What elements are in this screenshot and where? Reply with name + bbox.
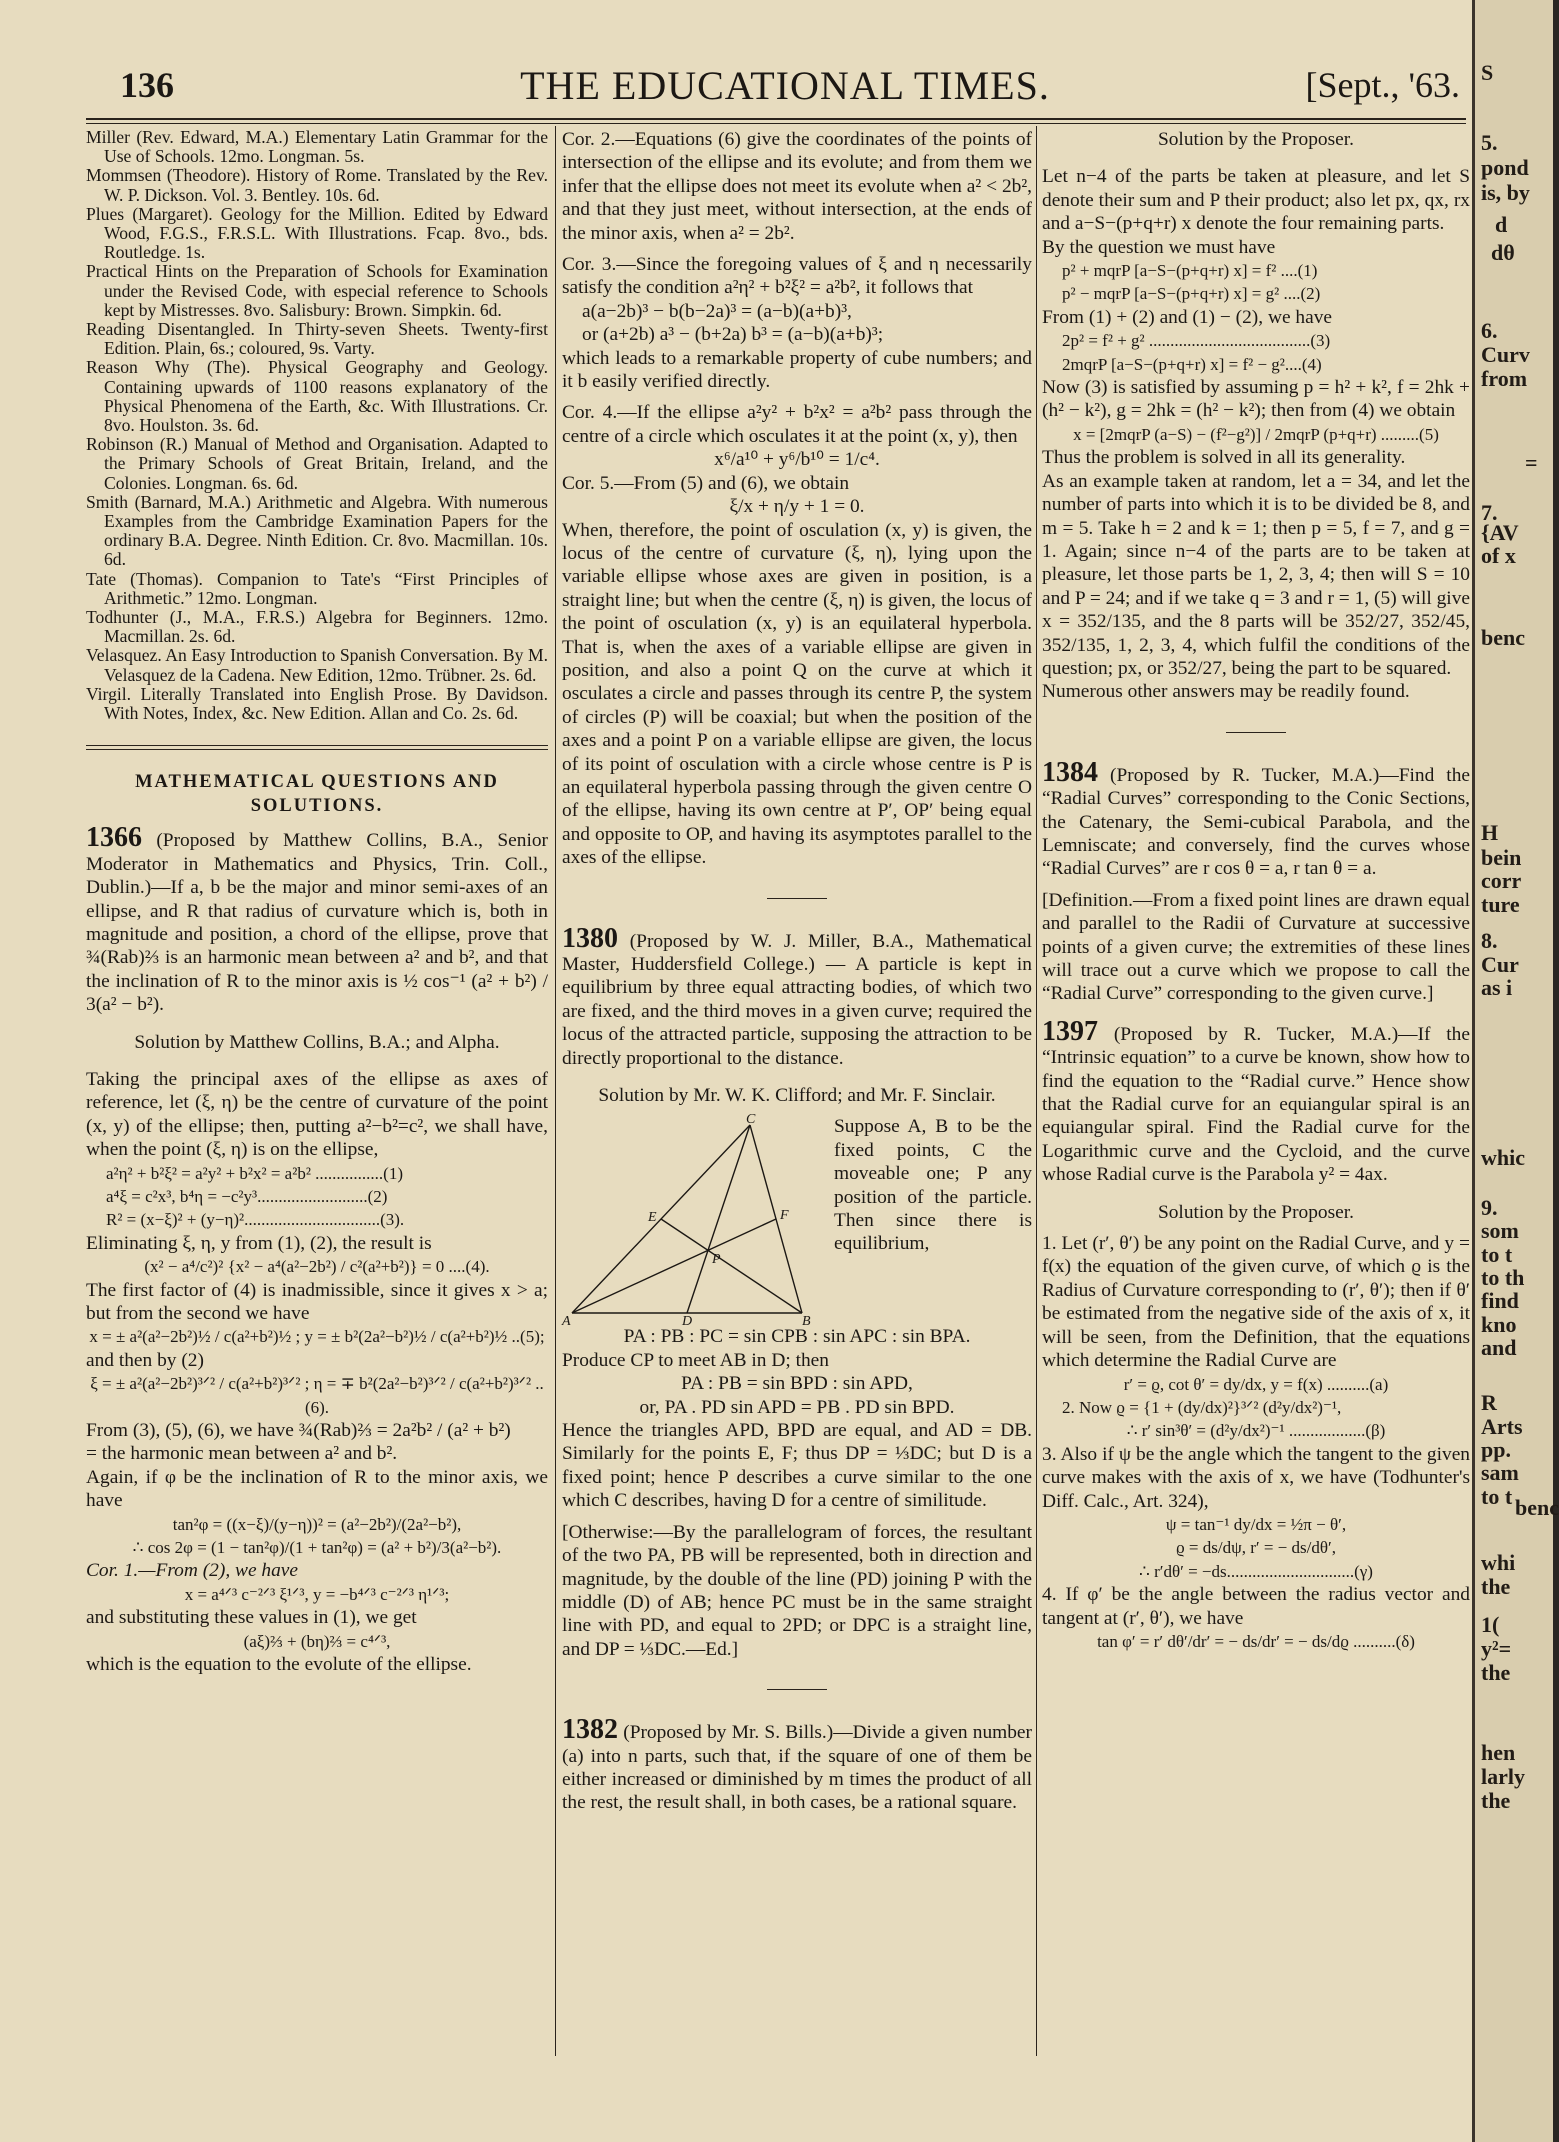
fragment-text: Arts — [1481, 1414, 1523, 1439]
paragraph: Hence the triangles APD, BPD are equal, and AD = DB. Similarly for the points E, F; thus DP = ⅓DC; but D is a fixed point; hence P describes a curve similar to the one which C describes, having D for a centre of similitude. — [562, 1420, 1032, 1512]
fragment-text: pond — [1481, 155, 1529, 180]
fragment-text: the — [1481, 1660, 1511, 1685]
fragment-text: Cur — [1481, 952, 1519, 977]
fragment-text: H — [1481, 820, 1499, 845]
paragraph: Produce CP to meet AB in D; then — [562, 1349, 829, 1371]
issue-date: [Sept., '63. — [1305, 65, 1460, 105]
section-divider — [86, 745, 548, 750]
book-entry: Tate (Thomas). Companion to Tate's “First Principles of Arithmetic.” 12mo. Longman. — [86, 568, 548, 608]
book-entry: Todhunter (J., M.A., F.R.S.) Algebra for Beginners. 12mo. Macmillan. 2s. 6d. — [86, 607, 548, 647]
question-1366 — [86, 822, 548, 1016]
figure-label-p: P — [712, 1252, 721, 1268]
fragment-text: ture — [1481, 892, 1520, 917]
question-1382 — [562, 1714, 1032, 1815]
paragraph: As an example taken at random, let a = 34, and let the number of parts into which it is to be divided be 8, and m = 5. Take h = 2 and k = 1; then p = 5, f = 7, and g = 1. Again; since n−4 of the parts are to be taken at pleasure, let those parts be 1, 2, 3, 4; then will S = 10 and P = 24; and if we take q = 3 and r = 1, (5) will give x = 352/135, and the 8 parts will be 352/27, 352/45, 352/135, 1, 2, 3, 4, which fulfil the conditions of the question; px, or 352/27, being the part to be squared. — [1042, 470, 1470, 679]
book-entry: Virgil. Literally Translated into English Prose. By Davidson. With Notes, Index, &c. New Edition. Allan and Co. 2s. 6d. — [86, 683, 548, 724]
book-entry: Robinson (R.) Manual of Method and Organisation. Adapted to the Primary Schools of Great Britain, Ireland, and the Colonies. Longman. 6s. 6d. — [86, 434, 548, 493]
fragment-text: {AV — [1481, 520, 1519, 545]
fragment-text: Curv — [1481, 342, 1530, 367]
fragment-text: to t — [1481, 1484, 1513, 1509]
equation-5: x = [2mqrP (a−S) − (f²−g²)] / 2mqrP (p+q+r) .........(5) — [1073, 424, 1439, 444]
solution-heading: Solution by the Proposer. — [1157, 129, 1355, 150]
fragment-text: = — [1525, 450, 1538, 475]
fragment-text: whic — [1481, 1145, 1525, 1170]
column-right — [1042, 128, 1470, 1653]
paragraph: Again, if φ be the inclination of R to the minor axis, we have — [86, 1466, 548, 1512]
equation-7: tan²φ = ((x−ξ)/(y−η))² = (a²−2b²)/(2a²−b²), — [172, 1514, 462, 1534]
paragraph: Let n−4 of the parts be taken at pleasure, and let S denote their sum and P their product; also let px, qx, rx and a−S−(p+q+r) x denote the four remaining parts. — [1042, 166, 1470, 235]
paragraph: Cor. 2.—Equations (6) give the coordinates of the points of intersection of the ellipse and its evolute; and from them we infer that the ellipse does not meet its evolute when a² < 2b², and that they just meet, without intersection, at the ends of the minor axis, when a² = 2b². — [562, 129, 1032, 244]
paragraph: By the question we must have — [1042, 236, 1276, 258]
question-number: 1384 — [1042, 756, 1098, 788]
figure-label-c: C — [746, 1112, 756, 1128]
book-entry: Reason Why (The). Physical Geography and Geology. Containing upwards of 1100 reasons explanatory of the Physical Phenomena of the Earth, &c. With Illustrations. Cr. 8vo. Houlston. 3s. 6d. — [86, 357, 548, 436]
paragraph: Cor. 3.—Since the foregoing values of ξ and η necessarily satisfy the condition a²η² + b²ξ² = a²b², it follows that — [562, 254, 1032, 299]
paragraph: Numerous other answers may be readily found. — [1042, 681, 1410, 703]
question-number: 1382 — [562, 1714, 618, 1746]
paragraph: and substituting these values in (1), we get — [86, 1607, 417, 1629]
column-left — [86, 128, 548, 1677]
equation-s3a: ψ = tan⁻¹ dy/dx = ½π − θ′, — [1165, 1514, 1347, 1534]
header-rule-thin — [86, 123, 1466, 124]
equation-8: ∴ cos 2φ = (1 − tan²φ)/(1 + tan²φ) = (a² + b²)/3(a²−b²). — [132, 1538, 502, 1558]
fragment-text: 1( — [1481, 1612, 1500, 1637]
book-entry: Smith (Barnard, M.A.) Arithmetic and Algebra. With numerous Examples from the Cambridge Examination Papers for the ordinary B.A. Degree. Ninth Edition. Cr. 8vo. Macmillan. 10s. 6d. — [86, 491, 548, 570]
figure-block — [562, 1112, 1032, 1330]
fragment-text: 7. — [1481, 500, 1498, 525]
fragment-text: d — [1495, 212, 1508, 237]
paragraph: 1. Let (r′, θ′) be any point on the Radial Curve, and y = f(x) the equation of the given curve, of which ϱ is the Radius of Curvature corresponding to (r′, θ′); then if θ′ be estimated from the negative side of the axis of x, it will be seen, from the Definition, that the equations which determine the Radial Curve are — [1042, 1233, 1470, 1372]
equation-c5: ξ/x + η/y + 1 = 0. — [729, 496, 865, 518]
solution-heading: Solution by Mr. W. K. Clifford; and Mr. F. Sinclair. — [598, 1085, 996, 1107]
fragment-text: benc — [1481, 625, 1525, 650]
paragraph: Thus the problem is solved in all its generality. — [1042, 447, 1406, 469]
question-text: (Proposed by R. Tucker, M.A.)—If the “Intrinsic equation” to a curve be known, show how to find the equation to the “Radial curve.” Hence show that the Radial curve for an equiangular spiral is an equiangular spiral. Find the Radial curve for the Logarithmic curve and the Cycloid, and the curve whose Radial curve is the Parabola y² = 4ax. — [1042, 1023, 1470, 1186]
short-divider — [767, 1689, 827, 1690]
equation-pa: PA : PB : PC = sin CPB : sin APC : sin BPA. — [623, 1326, 971, 1348]
equation-beta: ∴ r′ sin³θ′ = (d²y/dx²)⁻¹ ..................(β) — [1126, 1421, 1386, 1441]
equation-4: 2mqrP [a−S−(p+q+r) x] = f² − g²....(4) — [1062, 354, 1322, 374]
question-1384 — [1042, 756, 1470, 881]
equation-9: x = a⁴ᐟ³ c⁻²ᐟ³ ξ¹ᐟ³, y = −b⁴ᐟ³ c⁻²ᐟ³ η¹ᐟ³; — [184, 1584, 450, 1604]
book-entry: Plues (Margaret). Geology for the Million. Edited by Edward Wood, F.G.S., F.R.S.L. With Illustrations. Fcap. 8vo., bds. Routledge. 1s. — [86, 203, 548, 263]
figure-text: Suppose A, B to be the fixed points, C the moveable one; P any position of the particle. Then since there is equilibrium, — [834, 1116, 1032, 1255]
fragment-text: the — [1481, 1574, 1511, 1599]
paragraph: Cor. 4.—If the ellipse a²y² + b²x² = a²b² pass through the centre of a circle which osculates it at the point (x, y), then — [562, 402, 1032, 447]
column-divider-left — [555, 126, 556, 2056]
book-entry: Velasquez. An Easy Introduction to Spanish Conversation. By M. Velasquez de la Cadena. New Edition, 12mo. Trübner. 2s. 6d. — [86, 645, 548, 685]
fragment-text: corr — [1481, 868, 1522, 893]
question-text: (Proposed by R. Tucker, M.A.)—Find the “Radial Curves” corresponding to the Conic Sections, the Catenary, the Semi-cubical Parabola, and the Lemniscate; and conversely, find the curves whose “Radial Curves” are r cos θ = a, r tan θ = a. — [1042, 764, 1470, 880]
fragment-text: benc — [1515, 1495, 1559, 1520]
fragment-text: sam — [1481, 1460, 1519, 1485]
figure-label-b: B — [802, 1314, 811, 1330]
fragment-text: is, by — [1481, 180, 1530, 205]
book-entry: Reading Disentangled. In Thirty-seven Sheets. Twenty-first Edition. Plain, 6s.; coloured, 9s. Varty. — [86, 319, 548, 359]
page-title: THE EDUCATIONAL TIMES. — [520, 63, 1050, 108]
question-1380 — [562, 922, 1033, 1070]
paragraph: and then by (2) — [86, 1349, 204, 1371]
fragment-text: larly — [1481, 1764, 1525, 1789]
equation-delta: tan φ′ = r′ dθ′/dr′ = − ds/dr′ = − ds/dϱ ..........(δ) — [1097, 1631, 1415, 1651]
short-divider — [1226, 732, 1286, 733]
equation-6: ξ = ± a²(a²−2b²)³ᐟ² / c(a²+b²)³ᐟ² ; η = ∓ b²(2a²−b²)³ᐟ² / c(a²+b²)³ᐟ² ..(6). — [90, 1374, 544, 1417]
fragment-text: to th — [1481, 1265, 1525, 1290]
fragment-text: pp. — [1481, 1437, 1511, 1462]
equation-3: 2p² = f² + g² ......................................(3) — [1062, 331, 1331, 351]
paragraph: which is the equation to the evolute of the ellipse. — [86, 1654, 472, 1676]
paragraph: From (1) + (2) and (1) − (2), we have — [1042, 306, 1333, 328]
equation-2: a⁴ξ = c²x³, b⁴η = −c²y³..........................(2) — [106, 1186, 388, 1206]
figure-label-e: E — [648, 1210, 657, 1226]
paragraph: = the harmonic mean between a² and b². — [86, 1443, 398, 1465]
fragment-text: 5. — [1481, 130, 1498, 155]
paragraph: 3. Also if ψ be the angle which the tangent to the given curve makes with the axis of x, we have (Todhunter's Diff. Calc., Art. 324), — [1042, 1443, 1470, 1512]
paragraph: When, therefore, the point of osculation (x, y) is given, the locus of the centre of curvature (ξ, η), lying upon the variable ellipse whose axes are given in position, is a straight line; but when the centre (ξ, η) is given, the locus of the point of osculation (x, y) is an equilateral hyperbola. That is, when the axes of a variable ellipse are given in position, and also a point Q on the curve at which it osculates a circle and passes through its centre P, the system of circles (P) will be coaxial; but when the position of the axes and a point P on a variable ellipse are given, the locus of its point of osculation with a circle whose centre is P is an equilateral hyperbola passing through the given centre O of the ellipse, having its own centre at P′, OP′ being equal and opposite to OP, and having its asymptotes parallel to the axes of the ellipse. — [562, 519, 1032, 869]
equation-s2: 2. Now ϱ = {1 + (dy/dx)²}³ᐟ² (d²y/dx²)⁻¹, — [1062, 1397, 1342, 1417]
solution-heading: Solution by the Proposer. — [1157, 1201, 1355, 1223]
question-text: (Proposed by Matthew Collins, B.A., Senior Moderator in Mathematics and Physics, Trin. Coll., Dublin.)—If a, b be the major and minor semi-axes of an ellipse, and R that radius of curvature which is, both in magnitude and position, a chord of the ellipse, prove that ¾(Rab)⅔ is an harmonic mean between a² and b², and that the inclination of R to the minor axis is ½ cos⁻¹ (a² + b²) / 3(a² − b²). — [86, 830, 548, 1016]
equation-1: a²η² + b²ξ² = a²y² + b²x² = a²b² ................(1) — [106, 1163, 403, 1183]
fragment-text: of x — [1481, 543, 1516, 568]
header-rule — [86, 118, 1466, 120]
equation-c3b: or (a+2b) a³ − (b+2a) b³ = (a−b)(a+b)³; — [582, 324, 884, 346]
question-text: (Proposed by W. J. Miller, B.A., Mathematical Master, Huddersfield College.) — A particle is kept in equilibrium by three equal attracting bodies, of which two are fixed, and the third moves in a given curve; required the locus of the attracted particle, supposing the attraction to be directly proportional to the distance. — [562, 930, 1033, 1069]
book-entry: Mommsen (Theodore). History of Rome. Translated by the Rev. W. P. Dickson. Vol. 3. Bentley. 10s. 6d. — [86, 165, 548, 205]
paragraph: From (3), (5), (6), we have ¾(Rab)⅔ = 2a²b² / (a² + b²) — [86, 1420, 511, 1442]
question-number: 1397 — [1042, 1015, 1098, 1047]
fragment-text: find — [1481, 1288, 1519, 1313]
equation-or: or, PA . PD sin APD = PB . PD sin BPD. — [639, 1396, 955, 1418]
fragment-text: and — [1481, 1335, 1517, 1360]
figure-label-d: D — [682, 1314, 693, 1330]
paragraph: Cor. 1.—From (2), we have — [86, 1560, 299, 1582]
paragraph: Cor. 5.—From (5) and (6), we obtain — [562, 472, 850, 494]
equation-2: p² − mqrP [a−S−(p+q+r) x] = g² ....(2) — [1062, 284, 1321, 304]
equation-a: r′ = ϱ, cot θ′ = dy/dx, y = f(x) ..........(a) — [1123, 1374, 1389, 1394]
fragment-text: S — [1481, 60, 1494, 85]
solution-heading: Solution by Matthew Collins, B.A.; and Alpha. — [134, 1031, 500, 1053]
fragment-text: the — [1481, 1788, 1511, 1813]
fragment-text: 9. — [1481, 1195, 1498, 1220]
column-middle — [562, 128, 1032, 1815]
fragment-text: 8. — [1481, 928, 1498, 953]
equation-gamma: ∴ r′dθ′ = −ds..............................(γ) — [1139, 1561, 1373, 1581]
fragment-text: 6. — [1481, 318, 1498, 343]
fragment-text: as i — [1481, 975, 1513, 1000]
fragment-text: kno — [1481, 1312, 1517, 1337]
book-entry: Practical Hints on the Preparation of Schools for Examination under the Revised Code, with especial reference to Schools kept by Mistresses. 8vo. Salisbury: Brown. Simpkin. 6d. — [86, 261, 548, 320]
triangle-diagram — [562, 1112, 822, 1330]
book-list — [86, 128, 548, 723]
fragment-text: hen — [1481, 1740, 1516, 1765]
question-number: 1366 — [86, 822, 142, 854]
column-divider-right — [1036, 126, 1037, 2056]
equation-s3b: ϱ = ds/dψ, r′ = − ds/dθ′, — [1176, 1538, 1336, 1558]
equation-3: R² = (x−ξ)² + (y−η)²................................(3). — [106, 1210, 405, 1230]
fragment-text: from — [1481, 366, 1528, 391]
question-1397 — [1042, 1015, 1470, 1187]
equation-c3a: a(a−2b)³ − b(b−2a)³ = (a−b)(a+b)³, — [582, 300, 852, 322]
definition-note: [Definition.—From a fixed point lines are drawn equal and parallel to the Radii of Curvature at successive points of a given curve; the extremities of these lines will trace out a curve which we propose to call the “Radial Curve” corresponding to the given curve.] — [1042, 889, 1470, 1005]
book-entry: Miller (Rev. Edward, M.A.) Elementary Latin Grammar for the Use of Schools. 12mo. Longman. 5s. — [86, 127, 548, 167]
paragraph: The first factor of (4) is inadmissible, since it gives x > a; but from the second we have — [86, 1279, 548, 1325]
editor-note: [Otherwise:—By the parallelogram of forces, the resultant of the two PA, PB will be represented, both in direction and magnitude, by the double of the line (PD) joining P with the middle (D) of AB; hence PC must be in the same straight line with PD, and equal to 2PD; or DPC is a straight line, and DP = ⅓DC.—Ed.] — [562, 1521, 1032, 1660]
figure-label-a: A — [562, 1314, 571, 1330]
paragraph: Now (3) is satisfied by assuming p = h² + k², f = 2hk + (h² − k²), g = 2hk = (h² − k²); then from (4) we obtain — [1042, 377, 1470, 422]
equation-1: p² + mqrP [a−S−(p+q+r) x] = f² ....(1) — [1062, 261, 1318, 281]
fragment-text: R — [1481, 1390, 1497, 1415]
section-heading: MATHEMATICAL QUESTIONS AND SOLUTIONS. — [135, 772, 499, 817]
paragraph: Taking the principal axes of the ellipse as axes of reference, let (ξ, η) be the centre of curvature of the point (x, y) of the ellipse; then, putting a²−b²=c², we shall have, when the point (ξ, η) is on the ellipse, — [86, 1068, 548, 1161]
figure-label-f: F — [780, 1208, 789, 1224]
fragment-text: y²= — [1481, 1636, 1512, 1661]
equation-4: (x² − a⁴/c²)² {x² − a⁴(a²−2b²) / c²(a²+b²)} = 0 ....(4). — [144, 1257, 490, 1277]
equation-pb: PA : PB = sin BPD : sin APD, — [681, 1373, 913, 1395]
page-header — [110, 56, 1460, 116]
equation-c4: x⁶/a¹⁰ + y⁶/b¹⁰ = 1/c⁴. — [714, 449, 880, 471]
question-text: (Proposed by Mr. S. Bills.)—Divide a given number (a) into n parts, such that, if the square of one of them be either increased or diminished by m times the product of all the rest, the result shall, in both cases, be a rational square. — [562, 1722, 1032, 1814]
adjacent-page-edge — [1472, 0, 1559, 2142]
fragment-text: to t — [1481, 1242, 1513, 1267]
equation-5: x = ± a²(a²−2b²)½ / c(a²+b²)½ ; y = ± b²(2a²−b²)½ / c(a²+b²)½ ..(5); — [89, 1327, 545, 1347]
paragraph: 4. If φ′ be the angle between the radius vector and tangent at (r′, θ′), we have — [1042, 1584, 1470, 1629]
short-divider — [767, 898, 827, 899]
equation-10: (aξ)⅔ + (bη)⅔ = c⁴ᐟ³, — [243, 1631, 391, 1651]
fragment-text: som — [1481, 1218, 1519, 1243]
page-number: 136 — [120, 65, 174, 105]
fragment-text: whi — [1481, 1550, 1516, 1575]
question-number: 1380 — [562, 922, 618, 954]
fragment-text: dθ — [1491, 240, 1515, 265]
fragment-text: bein — [1481, 845, 1522, 870]
paragraph: which leads to a remarkable property of cube numbers; and it b easily verified directly. — [562, 347, 1032, 393]
paragraph: Eliminating ξ, η, y from (1), (2), the result is — [86, 1232, 432, 1254]
